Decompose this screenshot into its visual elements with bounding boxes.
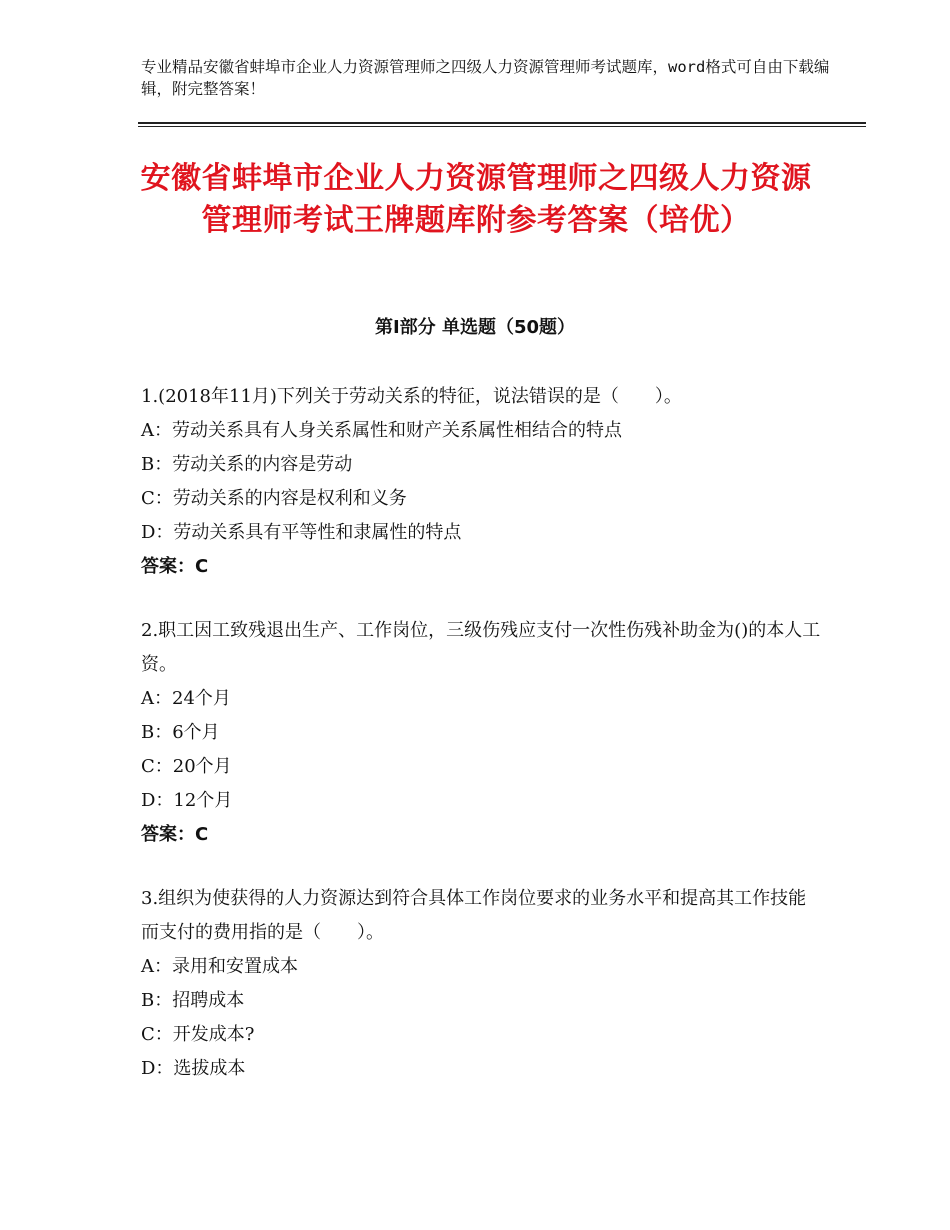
option-a: A：24个月 — [141, 688, 231, 709]
option-d: D：劳动关系具有平等性和隶属性的特点 — [141, 522, 462, 543]
document-title: 安徽省蚌埠市企业人力资源管理师之四级人力资源管理师考试王牌题库附参考答案（培优） — [140, 161, 812, 238]
option-b: B：6个月 — [141, 722, 220, 743]
question-2 — [141, 614, 821, 852]
option-b: B：招聘成本 — [141, 990, 245, 1011]
option-a: A：录用和安置成本 — [141, 956, 298, 977]
option-d: D：选拔成本 — [141, 1058, 246, 1079]
question-stem: 2.职工因工致残退出生产、工作岗位，三级伤残应支付一次性伤残补助金为()的本人工资。 — [141, 620, 821, 675]
option-d: D：12个月 — [141, 790, 233, 811]
answer: 答案：C — [141, 556, 209, 577]
option-a: A：劳动关系具有人身关系属性和财产关系属性相结合的特点 — [141, 420, 622, 441]
header-note: 专业精品安徽省蚌埠市企业人力资源管理师之四级人力资源管理师考试题库，word格式可自由下载编辑，附完整答案！ — [141, 58, 830, 98]
question-stem: 3.组织为使获得的人力资源达到符合具体工作岗位要求的业务水平和提高其工作技能而支付的费用指的是（ ）。 — [141, 888, 807, 943]
section-heading: 第Ⅰ部分 单选题（50题） — [374, 317, 575, 338]
question-stem: 1.(2018年11月)下列关于劳动关系的特征，说法错误的是（ ）。 — [141, 386, 682, 407]
option-b: B：劳动关系的内容是劳动 — [141, 454, 353, 475]
question-3 — [141, 882, 821, 1086]
question-list — [141, 380, 821, 1116]
question-1 — [141, 380, 821, 584]
header-divider-thick — [138, 122, 866, 124]
header-divider-thin — [138, 126, 866, 127]
option-c: C：开发成本? — [141, 1024, 255, 1045]
option-c: C：劳动关系的内容是权利和义务 — [141, 488, 407, 509]
answer: 答案：C — [141, 824, 209, 845]
option-c: C：20个月 — [141, 756, 232, 777]
